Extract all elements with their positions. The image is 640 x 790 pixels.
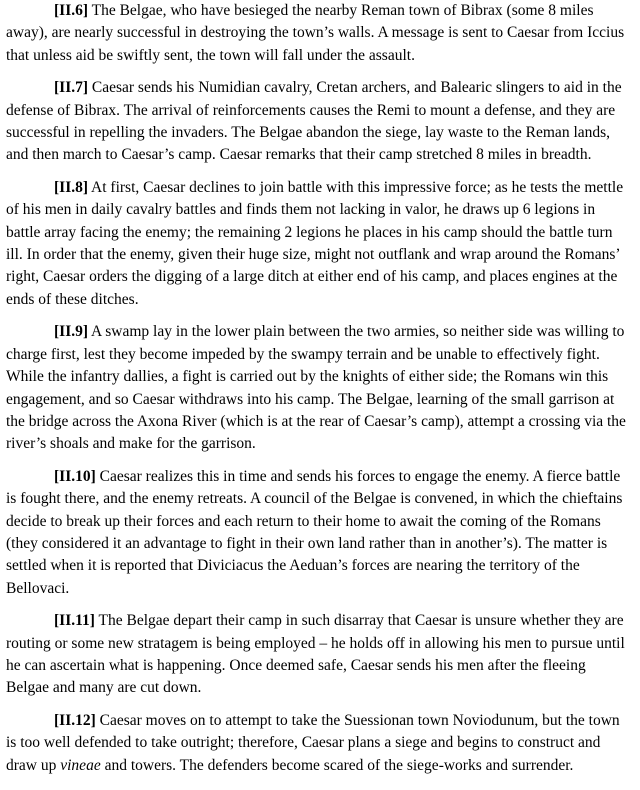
- paragraph-text: At first, Caesar declines to join battle with this impressive force; as he tests the mettle of his men in daily cavalry battles and finds them not lacking in valor, he draws up 6 legions in battle array facing the enemy; the remaining 2 legions he places in his camp should the battle turn ill. In order that the enemy, given their huge size, might not outflank and wrap around the Romans’ right, Caesar orders the digging of a large ditch at either end of his camp, and places engines at the ends of these ditches.: [6, 178, 624, 308]
- section-ref: [II.9]: [54, 323, 89, 341]
- paragraph-text: Caesar moves on to attempt to take the Suessionan town Noviodunum, but the town is too well defended to take outright; therefore, Caesar plans a siege and begins to construct and draw up: [6, 711, 620, 774]
- section-ref: [II.6]: [54, 2, 89, 19]
- italic-term: vineae: [60, 756, 101, 774]
- section-ref: [II.7]: [54, 79, 89, 97]
- paragraph-text: The Belgae depart their camp in such disarray that Caesar is unsure whether they are routing or some new stratagem is being employed – he holds off in allowing his men to pursue until he can ascertain what is happening. Once deemed safe, Caesar sends his men after the fleeing Belgae and many are cut down.: [6, 612, 625, 697]
- section-ref: [II.10]: [54, 467, 96, 485]
- paragraph-ii-7: [6, 77, 631, 167]
- paragraph-ii-8: [6, 177, 631, 311]
- section-ref: [II.12]: [54, 711, 96, 729]
- paragraph-ii-6: [6, 0, 631, 67]
- paragraph-text-after: and towers. The defenders become scared of the siege-works and surrender.: [100, 756, 574, 774]
- paragraph-text: The Belgae, who have besieged the nearby Reman town of Bibrax (some 8 miles away), are nearly successful in destroying the town’s walls. A message is sent to Caesar from Iccius that unless aid be swiftly sent, the town will fall under the assault.: [6, 2, 625, 64]
- paragraph-text: Caesar sends his Numidian cavalry, Cretan archers, and Balearic slingers to aid in the defense of Bibrax. The arrival of reinforcements causes the Remi to mount a defense, and they are successful in repelling the invaders. The Belgae abandon the siege, lay waste to the Reman lands, and then march to Caesar’s camp. Caesar remarks that their camp stretched 8 miles in breadth.: [6, 79, 622, 164]
- paragraph-ii-12: [6, 710, 631, 777]
- paragraph-text: Caesar realizes this in time and sends his forces to engage the enemy. A fierce battle is fought there, and the enemy retreats. A council of the Belgae is convened, in which the chieftains decide to break up their forces and each return to their home to await the coming of the Romans (they considered it an advantage to fight in their own land rather than in another’s). The matter is settled when it is reported that Diviciacus the Aeduan’s forces are nearing the territory of the Bellovaci.: [6, 467, 623, 597]
- paragraph-ii-9: [6, 321, 631, 455]
- paragraph-text: A swamp lay in the lower plain between the two armies, so neither side was willing to charge first, lest they become impeded by the swampy terrain and be unable to effectively fight. While the infantry dallies, a fight is carried out by the knights of either side; the Romans win this engagement, and so Caesar withdraws into his camp. The Belgae, learning of the small garrison at the bridge across the Axona River (which is at the rear of Caesar’s camp), attempt a crossing via the river’s shoals and make for the garrison.: [6, 323, 626, 453]
- section-ref: [II.11]: [54, 612, 95, 630]
- section-ref: [II.8]: [54, 178, 89, 196]
- paragraph-ii-11: [6, 610, 631, 700]
- paragraph-ii-10: [6, 466, 631, 600]
